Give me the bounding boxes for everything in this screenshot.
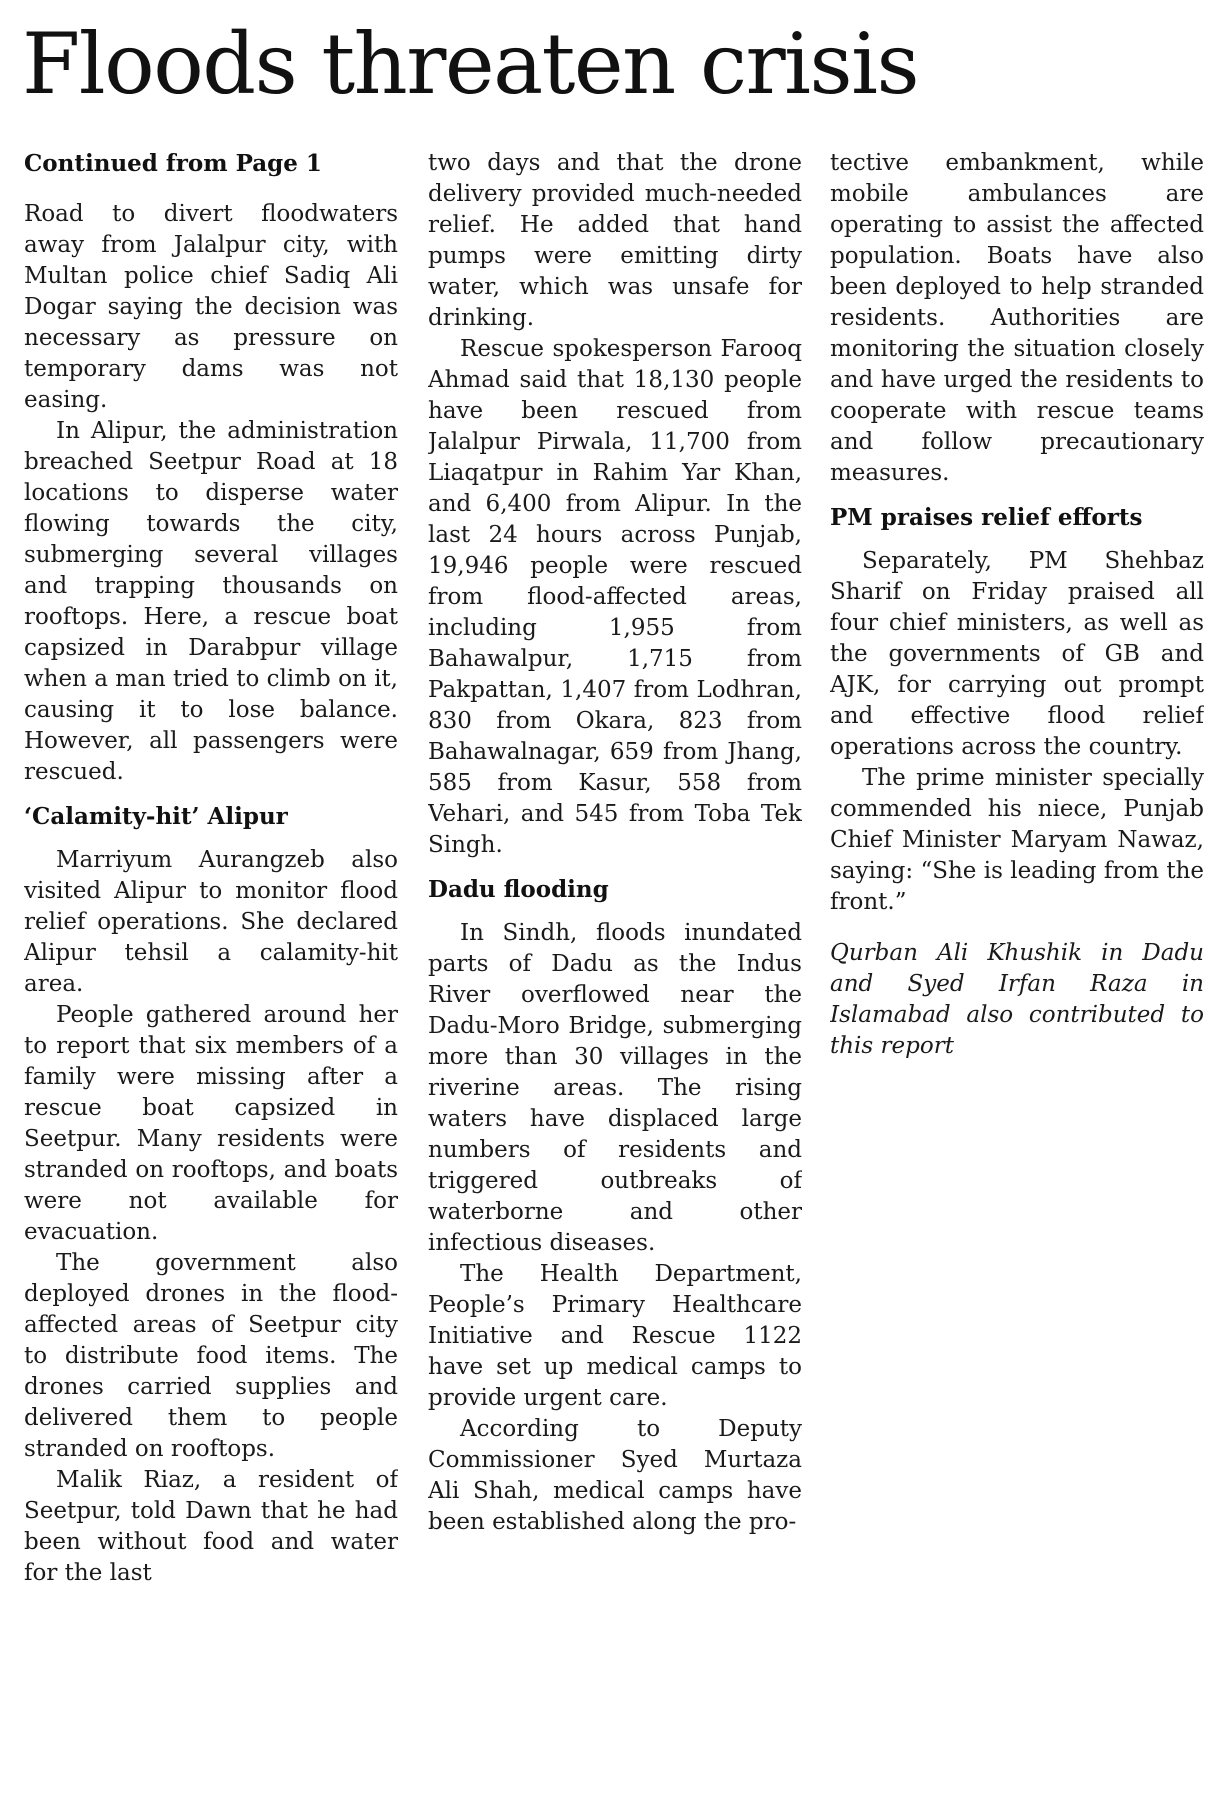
article-paragraph: The prime minister specially commended his niece, Punjab Chief Minister Maryam Nawaz, saying: “She is leading from the front.” xyxy=(830,765,1204,915)
headline: Floods threaten crisis xyxy=(22,15,919,113)
article-paragraph: Rescue spokesperson Farooq Ahmad said that 18,130 people have been rescued from Jalalpur Pirwala, 11,700 from Liaqatpur in Rahim Yar Khan, and 6,400 from Alipur. In the last 24 hours across Punjab, 19,946 people were rescued from flood-affected areas, including 1,955 from Bahawalpur, 1,715 from Pakpattan, 1,407 from Lodhran, 830 from Okara, 823 from Bahawalnagar, 659 from Jhang, 585 from Kasur, 558 from Vehari, and 545 from Toba Tek Singh. xyxy=(428,336,802,858)
subhead-alipur: ‘Calamity-hit’ Alipur xyxy=(24,803,288,830)
subhead-pm: PM praises relief efforts xyxy=(830,504,1143,531)
article-paragraph-continues: According to Deputy Commissioner Syed Murtaza Ali Shah, medical camps have been established along the pro- xyxy=(428,1416,802,1535)
article-paragraph: Marriyum Aurangzeb also visited Alipur to monitor flood relief operations. She declared Alipur tehsil a calamity-hit area. xyxy=(24,847,398,997)
continued-kicker: Continued from Page 1 xyxy=(24,150,322,177)
article-column-1 xyxy=(24,148,398,1816)
subhead-dadu: Dadu flooding xyxy=(428,876,609,903)
article-paragraph-continued: tective embankment, while mobile ambulances are operating to assist the affected population. Boats have also been deployed to help stranded residents. Authorities are monitoring the situation closely and have urged the residents to cooperate with rescue teams and follow precautionary measures. xyxy=(830,150,1204,486)
article-paragraph: The government also deployed drones in the flood-affected areas of Seetpur city to distribute food items. The drones carried supplies and delivered them to people stranded on rooftops. xyxy=(24,1250,398,1462)
article-paragraph: Separately, PM Shehbaz Sharif on Friday praised all four chief ministers, as well as the governments of GB and AJK, for carrying out prompt and effective flood relief operations across the country. xyxy=(830,548,1204,760)
article-paragraph: The Health Department, People’s Primary Healthcare Initiative and Rescue 1122 have set up medical camps to provide urgent care. xyxy=(428,1261,802,1411)
article-paragraph: People gathered around her to report that six members of a family were missing after a rescue boat capsized in Seetpur. Many residents were stranded on rooftops, and boats were not available for evacuation. xyxy=(24,1002,398,1245)
article-column-2 xyxy=(428,148,802,1816)
article-paragraph: In Sindh, floods inundated parts of Dadu as the Indus River overflowed near the Dadu-Moro Bridge, submerging more than 30 villages in the riverine areas. The rising waters have displaced large numbers of residents and triggered outbreaks of waterborne and other infectious diseases. xyxy=(428,920,802,1256)
article-column-3 xyxy=(830,148,1204,1816)
article-paragraph: In Alipur, the administration breached Seetpur Road at 18 locations to disperse water flowing towards the city, submerging several villages and trapping thousands on rooftops. Here, a rescue boat capsized in Darabpur village when a man tried to climb on it, causing it to lose balance. However, all passengers were rescued. xyxy=(24,418,398,785)
article-paragraph-continues: Malik Riaz, a resident of Seetpur, told Dawn that he had been without food and water for the last xyxy=(24,1467,398,1586)
contributor-credit: Qurban Ali Khushik in Dadu and Syed Irfan Raza in Islamabad also contributed to this report xyxy=(830,940,1204,1059)
article-paragraph: Road to divert floodwaters away from Jalalpur city, with Multan police chief Sadiq Ali Dogar saying the decision was necessary as pressure on temporary dams was not easing. xyxy=(24,201,398,413)
article-paragraph-continued: two days and that the drone delivery provided much-needed relief. He added that hand pumps were emitting dirty water, which was unsafe for drinking. xyxy=(428,150,802,331)
